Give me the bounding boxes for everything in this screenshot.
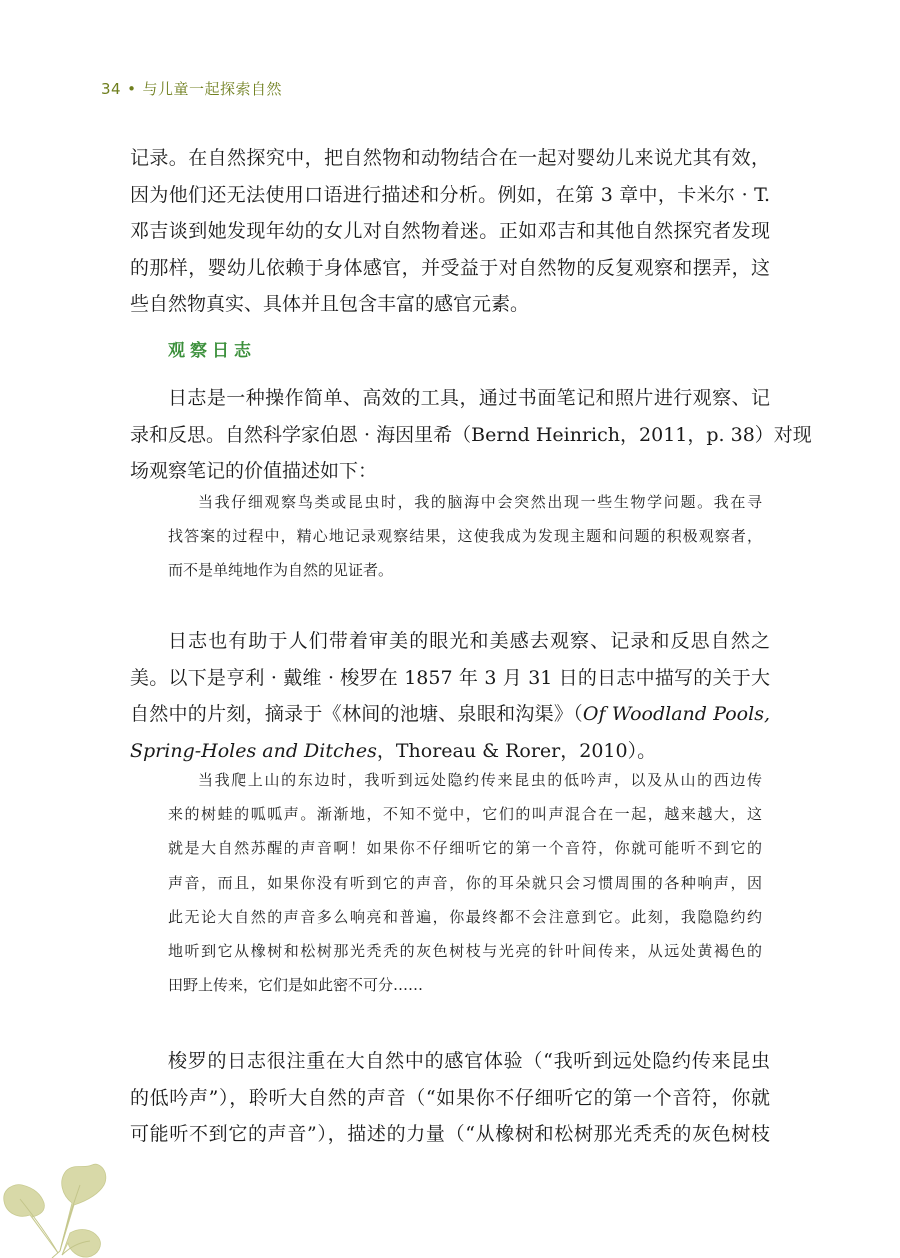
quote-line: 此无论大自然的声音多么响亮和普遍，你最终都不会注意到它。此刻，我隐隐约约	[168, 907, 762, 926]
quote-line: 就是大自然苏醒的声音啊！如果你不仔细听它的第一个音符，你就可能听不到它的	[168, 839, 762, 858]
paragraph-line: 的低吟声”），聆听大自然的声音（“如果你不仔细听它的第一个音符，你就	[130, 1086, 770, 1109]
paragraph-line	[130, 696, 770, 733]
paragraph-line: 记录。在自然探究中，把自然物和动物结合在一起对婴幼儿来说尤其有效，	[130, 147, 770, 169]
book-title-italic: Spring-Holes and Ditches	[130, 739, 377, 762]
paragraph-1	[130, 140, 770, 323]
paragraph-line: 日志也有助于人们带着审美的眼光和美感去观察、记录和反思自然之	[168, 630, 770, 652]
paragraph-4	[130, 1043, 770, 1153]
quote-line: 而不是单纯地作为自然的见证者。	[168, 561, 394, 580]
paragraph-line: 的那样，婴幼儿依赖于身体感官，并受益于对自然物的反复观察和摆弄，这	[130, 256, 770, 279]
book-title: 与儿童一起探索自然	[142, 80, 282, 98]
paragraph-line: 录和反思。自然科学家伯恩 · 海因里希（Bernd Heinrich，2011，p. 38）对现	[130, 423, 812, 446]
paragraph-text: ，Thoreau & Rorer，2010）。	[376, 739, 657, 762]
quote-line: 田野上传来，它们是如此密不可分……	[168, 976, 424, 995]
quote-line: 找答案的过程中，精心地记录观察结果，这使我成为发现主题和问题的积极观察者，	[168, 527, 762, 546]
paragraph-line: 美。以下是亨利 · 戴维 · 梭罗在 1857 年 3 月 31 日的日志中描写的关于大	[130, 666, 770, 689]
paragraph-2	[130, 380, 812, 490]
running-header	[101, 78, 282, 99]
paragraph-line: 邓吉谈到她发现年幼的女儿对自然物着迷。正如邓吉和其他自然探究者发现	[130, 220, 770, 243]
block-quote-2	[168, 763, 762, 1002]
paragraph-line: 梭罗的日志很注重在大自然中的感官体验（“我听到远处隐约传来昆虫	[168, 1050, 770, 1072]
block-quote-1	[168, 485, 762, 588]
paragraph-text: 自然中的片刻，摘录于《林间的池塘、泉眼和沟渠》（	[130, 703, 583, 726]
paragraph-line: 可能听不到它的声音”），描述的力量（“从橡树和松树那光秃秃的灰色树枝	[130, 1123, 770, 1146]
quote-line: 声音，而且，如果你没有听到它的声音，你的耳朵就只会习惯周围的各种响声，因	[168, 873, 762, 892]
quote-line: 当我爬上山的东边时，我听到远处隐约传来昆虫的低吟声，以及从山的西边传	[198, 771, 762, 789]
paragraph-line: 日志是一种操作简单、高效的工具，通过书面笔记和照片进行观察、记	[168, 387, 770, 409]
page-number: 34	[101, 80, 122, 98]
quote-line: 地听到它从橡树和松树那光秃秃的灰色树枝与光亮的针叶间传来，从远处黄褐色的	[168, 941, 762, 960]
ginkgo-leaf-icon	[0, 1133, 120, 1258]
paragraph-line: 场观察笔记的价值描述如下：	[130, 460, 378, 483]
section-heading: 观察日志	[168, 341, 256, 361]
paragraph-line: 因为他们还无法使用口语进行描述和分析。例如，在第 3 章中，卡米尔 · T.	[130, 183, 770, 206]
paragraph-3	[130, 623, 770, 769]
header-separator: •	[127, 80, 137, 98]
book-title-italic: Of Woodland Pools,	[582, 703, 770, 726]
quote-line: 来的树蛙的呱呱声。渐渐地，不知不觉中，它们的叫声混合在一起，越来越大，这	[168, 805, 762, 824]
paragraph-line: 些自然物真实、具体并且包含丰富的感官元素。	[130, 293, 530, 316]
quote-line: 当我仔细观察鸟类或昆虫时，我的脑海中会突然出现一些生物学问题。我在寻	[198, 493, 762, 511]
